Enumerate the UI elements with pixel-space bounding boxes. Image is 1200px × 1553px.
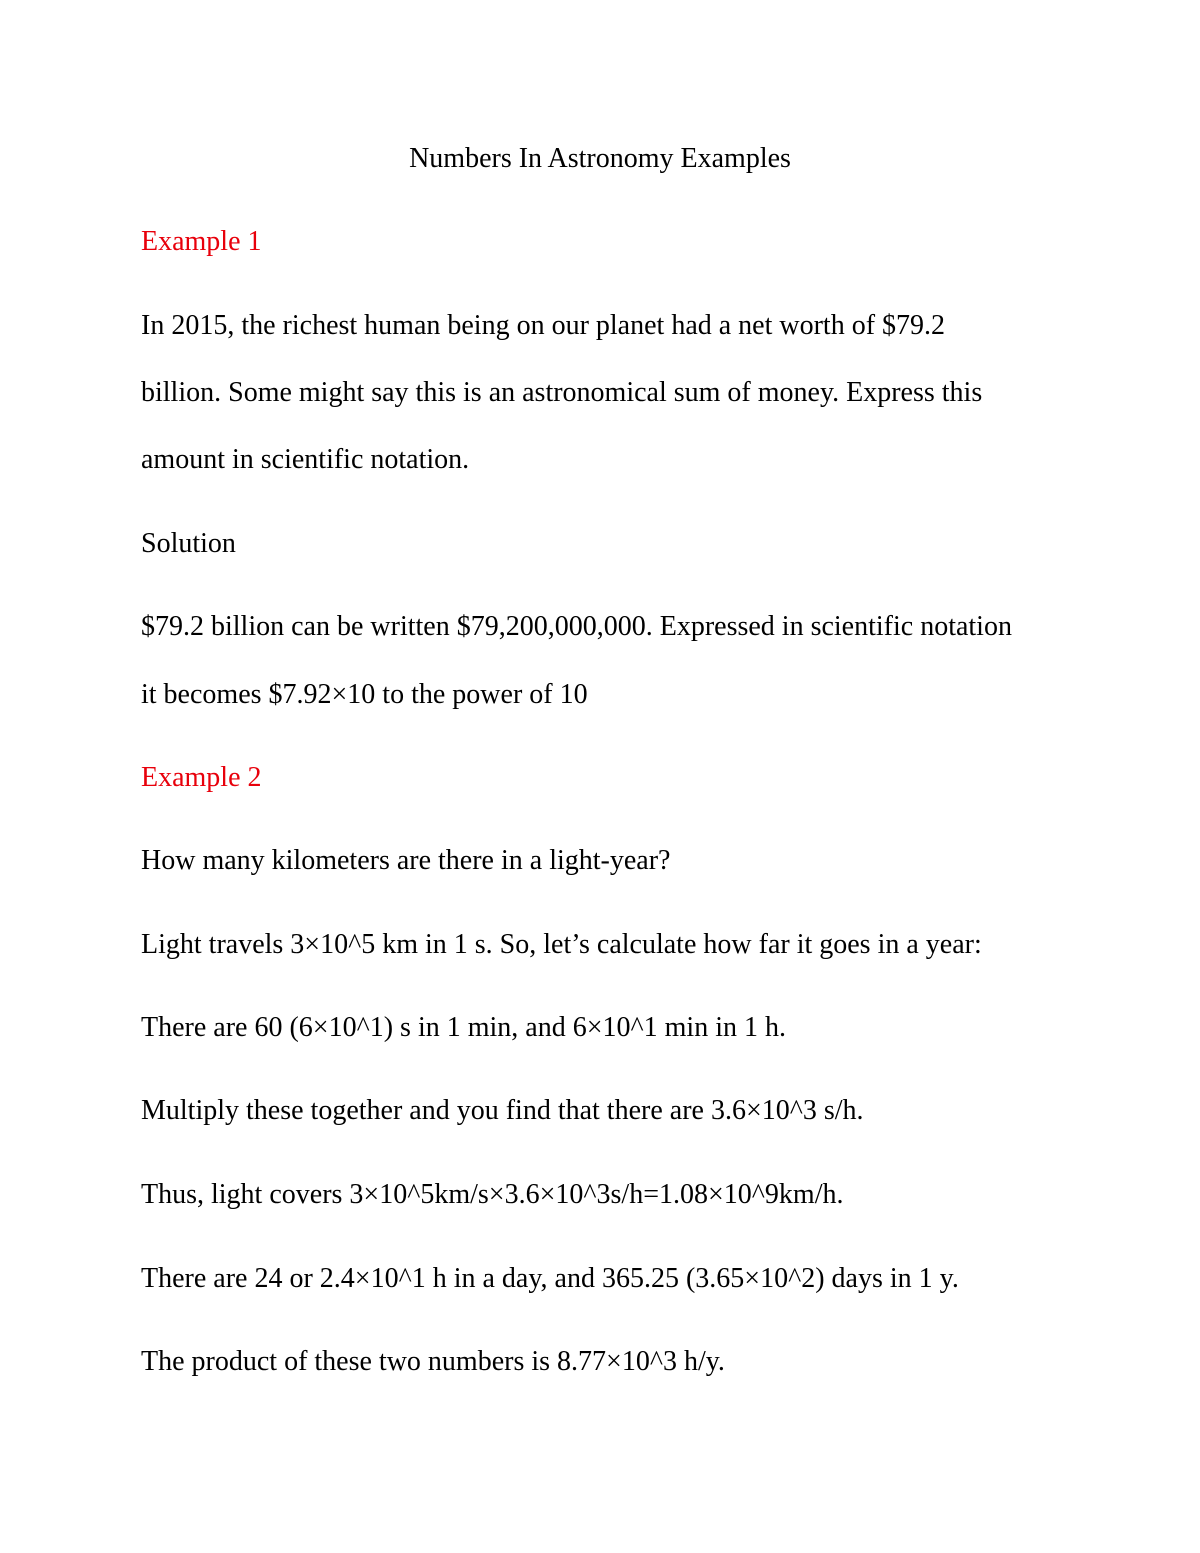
example-2-line-2: Light travels 3×10^5 km in 1 s. So, let’s calculate how far it goes in a year: — [141, 929, 982, 960]
example-1-solution-line-1: $79.2 billion can be written $79,200,000,000. Expressed in scientific notation — [141, 611, 1012, 642]
document-title: Numbers In Astronomy Examples — [409, 143, 791, 174]
example-2-heading: Example 2 — [141, 762, 262, 793]
example-2-line-5: Thus, light covers 3×10^5km/s×3.6×10^3s/h=1.08×10^9km/h. — [141, 1179, 844, 1210]
example-1-question-line-2: billion. Some might say this is an astronomical sum of money. Express this — [141, 377, 983, 408]
example-2-line-1: How many kilometers are there in a light-year? — [141, 845, 671, 876]
example-2-line-4: Multiply these together and you find that there are 3.6×10^3 s/h. — [141, 1095, 864, 1126]
example-1-question-line-1: In 2015, the richest human being on our planet had a net worth of $79.2 — [141, 310, 946, 341]
example-2-line-6: There are 24 or 2.4×10^1 h in a day, and 365.25 (3.65×10^2) days in 1 y. — [141, 1263, 959, 1294]
solution-label: Solution — [141, 528, 236, 559]
example-1-solution-line-2: it becomes $7.92×10 to the power of 10 — [141, 679, 588, 710]
example-1-heading: Example 1 — [141, 226, 262, 257]
example-2-line-3: There are 60 (6×10^1) s in 1 min, and 6×10^1 min in 1 h. — [141, 1012, 786, 1043]
example-1-question-line-3: amount in scientific notation. — [141, 444, 470, 475]
example-2-line-7: The product of these two numbers is 8.77×10^3 h/y. — [141, 1346, 725, 1377]
